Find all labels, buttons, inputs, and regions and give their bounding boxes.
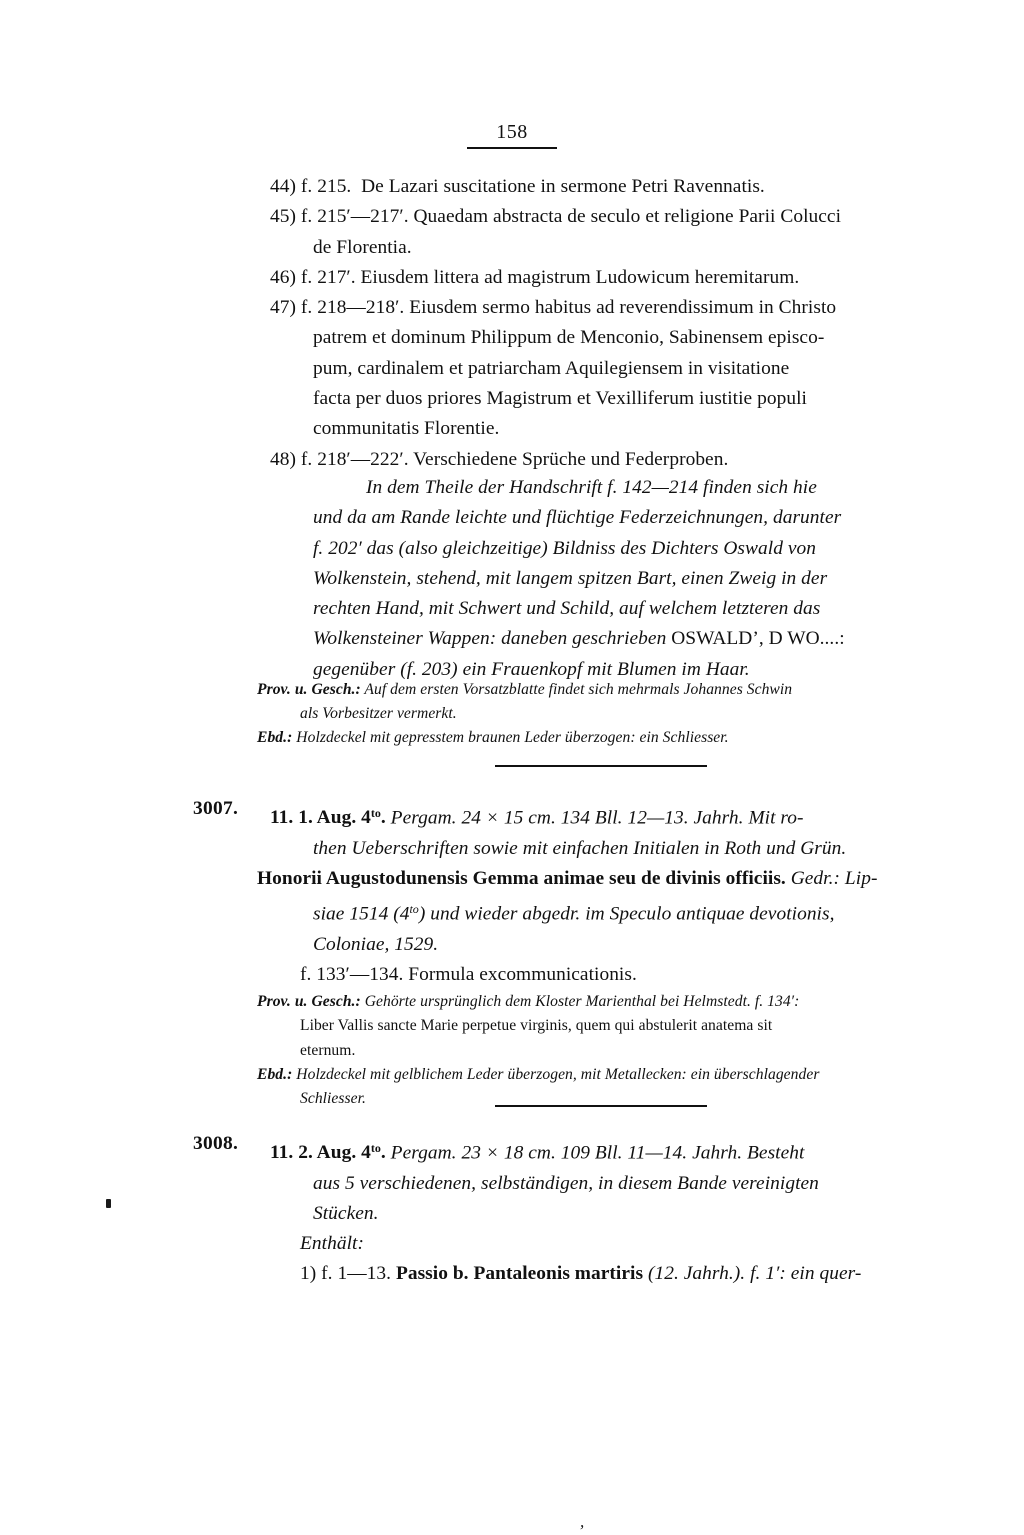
italic-note-line-1: In dem Theile der Handschrift f. 142—214 finden sich hie [366,477,817,498]
catalogue-entry-3007 [193,798,953,1111]
entry-3007-title-tail: Gedr.: Lip- [785,867,878,889]
entry-3007-shelfmark-a: 11. 1. Aug. 4 [270,807,371,829]
entry-3007-gedr-2a: siae 1514 (4 [313,903,410,925]
list-item-48: 48) f. 218′—222′. Verschiedene Sprüche und Federproben. [270,448,729,470]
list-item-47-line-1: 47) f. 218—218′. Eiusdem sermo habitus ad reverendissimum in Christo [270,297,837,319]
entry-3007-shelfmark-b: . [380,807,386,829]
binding-text-1: Holzdeckel mit gepresstem braunen Leder überzogen: ein Schliesser. [292,729,729,747]
entry-3007-shelfmark-line [193,798,953,834]
entry-3008-number: 3008. [193,1133,239,1154]
section-divider-2 [495,1105,707,1107]
list-item-47-line-5: communitatis Florentie. [313,418,500,440]
entry-3007-binding-label: Ebd.: [257,1065,293,1083]
list-item-47-line-4: facta per duos priores Magistrum et Vexilliferum iustitie populi [313,388,807,410]
entry-3007-title-line [193,864,953,894]
entry-3007-shelfmark-sup: to [370,806,381,820]
entry-3008-head [193,1133,953,1169]
entry-3007-provenance-line-3: eternum. [300,1041,356,1059]
provenance-line-2: als Vorbesitzer vermerkt. [300,705,457,723]
entry-3008-shelfmark-sup: to [370,1141,381,1155]
italic-note-line-7: gegenüber (f. 203) ein Frauenkopf mit Blumen im Haar. [313,658,750,680]
entry-3007-provenance-text-1: Gehörte ursprünglich dem Kloster Marienthal bei Helmstedt. f. 134′: [360,993,800,1011]
binding-line-1 [193,726,953,750]
entry-3008-desc-1: Pergam. 23 × 18 cm. 109 Bll. 11—14. Jahrh. Besteht [385,1142,805,1164]
entry-3007-desc-1: Pergam. 24 × 15 cm. 134 Bll. 12—13. Jahrh. Mit ro- [385,807,804,829]
provenance-label: Prov. u. Gesch.: [257,681,361,698]
numbered-items-block [193,172,953,475]
oswald-inscription: OSWALD’, D WO....: [671,628,845,650]
entry-3008-contents-label: Enthält: [300,1233,364,1255]
entry-3008-shelfmark-b: . [380,1142,386,1164]
entry-3007-provenance-line-1 [193,990,953,1014]
entry-3008-sub1-title: Passio b. Pantaleonis martiris [395,1263,644,1285]
entry-3007-formula-line: f. 133′—134. Formula excommunicationis. [300,963,637,985]
list-item-45 [193,202,953,263]
entry-3008-sub1-prefix: 1) f. 1—13. [300,1263,396,1285]
entry-3008-desc-3: Stücken. [313,1202,379,1224]
entry-3007-binding-text-1: Holzdeckel mit gelblichem Leder überzogen, mit Metallecken: ein überschlagender [292,1065,820,1083]
entry-3007-shelfmark [270,807,386,828]
header-rule [467,147,557,149]
provenance-line-1 [193,678,953,702]
entry-3007-gedr-2-sup: to [409,902,419,917]
binding-label: Ebd.: [257,729,293,747]
list-item-44: 44) f. 215. De Lazari suscitatione in sermone Petri Ravennatis. [270,176,765,197]
italic-note-line-2: und da am Rande leichte und flüchtige Federzeichnungen, darunter [313,507,842,529]
entry-3007-title: Honorii Augustodunensis Gemma animae seu de divinis officiis. [257,867,786,889]
entry-3008-shelfmark-line [193,1133,953,1169]
margin-ink-speck [106,1199,111,1208]
entry-3007-number: 3007. [193,798,239,819]
list-item-47-line-3: pum, cardinalem et patriarcham Aquilegiensem in visitatione [313,357,790,379]
italic-note-line-6-italic: Wolkensteiner Wappen: daneben geschrieben [313,628,672,650]
footer-ink-mark: , [580,1512,585,1531]
page-number: 158 [496,121,528,143]
provenance-block-2998 [193,678,953,751]
italic-note-line-3: f. 202′ das (also gleichzeitige) Bildniss des Dichters Oswald von [313,537,816,559]
italic-note-block [193,473,953,685]
entry-3008-shelfmark [270,1142,386,1163]
entry-3008-desc-2: aus 5 verschiedenen, selbständigen, in diesem Bande vereinigten [313,1172,819,1194]
list-item-47 [193,293,953,444]
entry-3007-provenance-label: Prov. u. Gesch.: [257,993,361,1011]
italic-note-line-5: rechten Hand, mit Schwert und Schild, auf welchem letzteren das [313,598,821,620]
list-item-45-line-1: 45) f. 215′—217′. Quaedam abstracta de seculo et religione Parii Colucci [270,206,842,228]
list-item-46: 46) f. 217′. Eiusdem littera ad magistrum Ludowicum heremitarum. [270,266,800,288]
entry-3007-binding-line-1 [193,1063,953,1087]
entry-3007-desc-2: then Ueberschriften sowie mit einfachen Initialen in Roth und Grün. [313,837,847,859]
italic-note-line-4: Wolkenstein, stehend, mit langem spitzen Bart, einen Zweig in der [313,567,828,589]
entry-3008-sub-item-1 [193,1259,953,1289]
entry-3007-gedr-2 [193,894,953,930]
entry-3007-gedr-2b: ) und wieder abgedr. im Speculo antiquae devotionis, [418,903,835,925]
entry-3007-head [193,798,953,834]
catalogue-entry-3008 [193,1133,953,1290]
entry-3007-gedr-3: Coloniae, 1529. [313,933,439,955]
entry-3007-provenance-line-2: Liber Vallis sancte Marie perpetue virginis, quem qui abstulerit anatema sit [300,1017,773,1035]
list-item-47-line-2: patrem et dominum Philippum de Menconio, Sabinensem episco- [313,327,825,349]
section-divider-1 [495,765,707,767]
page-header [0,122,1024,149]
entry-3007-binding-line-2: Schliesser. [300,1090,366,1108]
list-item-45-line-2: de Florentia. [313,236,412,258]
provenance-text-1: Auf dem ersten Vorsatzblatte findet sich mehrmals Johannes Schwin [360,681,793,698]
italic-note-line-6 [193,624,953,654]
entry-3008-sub1-tail: (12. Jahrh.). f. 1′: ein quer- [643,1263,862,1285]
entry-3008-shelfmark-a: 11. 2. Aug. 4 [270,1142,371,1164]
